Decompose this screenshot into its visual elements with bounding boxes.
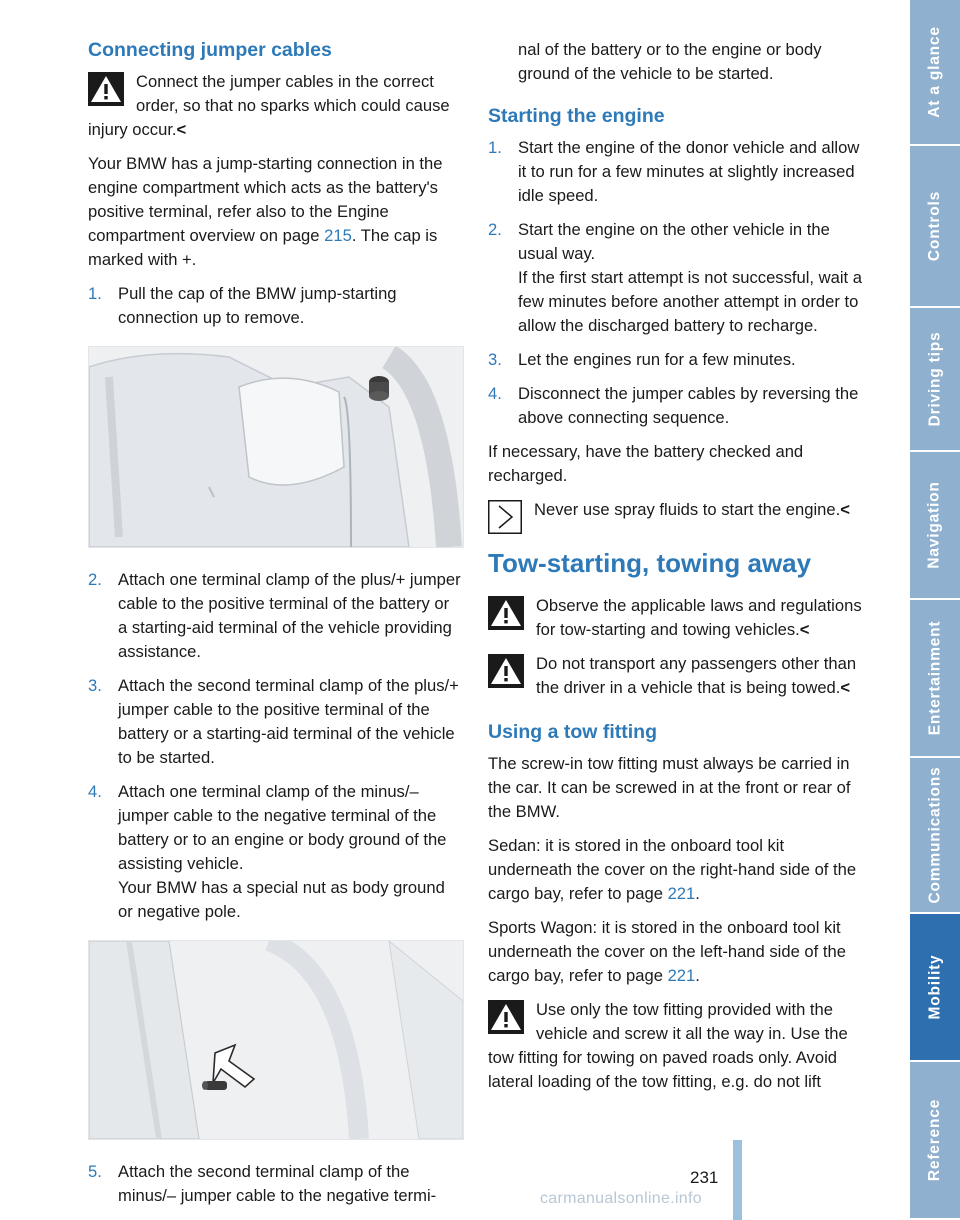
heading-tow-starting: Tow-starting, towing away: [488, 548, 812, 578]
heading-using-a-tow-fitting: Using a tow fitting: [488, 721, 657, 743]
paragraph-jump-connection: Your BMW has a jump-starting connection in the engine compartment which acts as the battery's positive terminal, refer also to the Engine compartment overview on page 215. The cap is marked with +.: [88, 154, 443, 269]
page-number-bar: [733, 1140, 742, 1220]
warning-triangle-icon: [488, 654, 524, 688]
sidebar-tab-communications[interactable]: [910, 758, 960, 914]
warning-block-fitting: [488, 998, 862, 1094]
warning-block-tow-1: Observe the applicable laws and regulations for tow-starting and towing vehicles.<: [488, 594, 862, 642]
step-text: Start the engine on the other vehicle in the usual way.: [518, 220, 830, 263]
page-number: 231: [690, 1168, 719, 1187]
warning-block-tow-2: Do not transport any passengers other than the driver in a vehicle that is being towed.<: [488, 652, 862, 700]
warning-text: Observe the applicable laws and regulations for tow-starting and towing vehicles.: [536, 596, 862, 639]
step-number: 1.: [488, 138, 502, 157]
chapter-sidebar: [910, 0, 960, 1220]
step-number: 5.: [88, 1162, 102, 1181]
step-number: 4.: [488, 384, 502, 403]
paragraph-battery-check: If necessary, have the battery checked and recharged.: [488, 442, 804, 485]
sidebar-tab-navigation[interactable]: [910, 452, 960, 600]
step-number: 1.: [88, 284, 102, 303]
engine-compartment-illustration: [89, 347, 463, 547]
sidebar-tab-at-a-glance[interactable]: [910, 0, 960, 146]
warning-triangle-icon: [488, 1000, 524, 1034]
sidebar-tab-reference[interactable]: [910, 1062, 960, 1220]
sidebar-tab-mobility[interactable]: [910, 914, 960, 1062]
page-link-221[interactable]: 221: [667, 884, 696, 903]
right-column: [488, 38, 862, 1104]
step-item: [88, 282, 462, 330]
step-extra-text: Your BMW has a special nut as body ground or negative pole.: [118, 878, 445, 921]
step-item: [488, 218, 862, 338]
step-text: Attach the second terminal clamp of the minus/– jumper cable to the negative termi-: [118, 1162, 437, 1205]
heading-connecting-jumper-cables: Connecting jumper cables: [88, 39, 332, 61]
sidebar-tab-label: Communications: [926, 766, 943, 904]
paragraph-sedan: Sedan: it is stored in the onboard tool kit underneath the cover on the right-hand side of the cargo bay, refer to page 221.: [488, 836, 857, 903]
sidebar-tab-driving-tips[interactable]: [910, 308, 960, 452]
end-mark: <: [176, 120, 187, 139]
step-text: Attach one terminal clamp of the minus/– jumper cable to the negative terminal of the battery or to an engine or body ground of the assisting vehicle.: [118, 782, 447, 873]
step-text: Disconnect the jumper cables by reversing the above connecting sequence.: [518, 384, 859, 427]
page-link-215[interactable]: 215: [324, 226, 352, 245]
step-text: Attach the second terminal clamp of the plus/+ jumper cable to the positive terminal of the battery or a starting-aid terminal of the vehicle to be started.: [118, 676, 459, 767]
warning-block: [88, 70, 462, 142]
paragraph-sports-wagon: Sports Wagon: it is stored in the onboard tool kit underneath the cover on the left-hand side of the cargo bay, refer to page 221.: [488, 918, 846, 985]
step-5: [88, 1160, 462, 1208]
sidebar-tab-label: Driving tips: [926, 331, 944, 427]
step-number: 4.: [88, 782, 102, 801]
sidebar-tab-label: Reference: [926, 1098, 944, 1182]
step-text: Attach one terminal clamp of the plus/+ jumper cable to the positive terminal of the battery or a starting-aid terminal of the vehicle providing assistance.: [118, 570, 461, 661]
watermark-text: carmanualsonline.info: [540, 1190, 702, 1207]
figure-jump-connection: [88, 346, 464, 548]
note-arrow-icon: [488, 500, 522, 534]
figure-body-ground: [88, 940, 464, 1140]
step-number: 2.: [488, 220, 502, 239]
page-link-221[interactable]: 221: [667, 966, 696, 985]
step-item: [88, 780, 462, 924]
step-item: [488, 382, 862, 430]
body-ground-illustration: [89, 941, 463, 1139]
step-extra-text: If the first start attempt is not successful, wait a few minutes before another attempt in order to allow the discharged battery to recharge.: [518, 268, 862, 335]
step-text: Pull the cap of the BMW jump-starting connection up to remove.: [118, 284, 397, 327]
warning-triangle-icon: [488, 596, 524, 630]
step-number: 3.: [488, 350, 502, 369]
warning-text: Do not transport any passengers other than the driver in a vehicle that is being towed.: [536, 654, 857, 697]
step-5-continuation: nal of the battery or to the engine or body ground of the vehicle to be started.: [518, 40, 822, 83]
step-item: [88, 674, 462, 770]
sidebar-tab-controls[interactable]: [910, 146, 960, 308]
warning-triangle-icon: [88, 72, 124, 106]
step-text: Let the engines run for a few minutes.: [518, 350, 796, 369]
warning-text: Use only the tow fitting provided with the vehicle and screw it all the way in. Use the tow fitting for towing on paved roads only. Avoid lateral loading of the tow fitting, e.g. do not lift: [488, 1000, 848, 1091]
sidebar-tab-label: Mobility: [926, 954, 944, 1020]
step-item: [488, 136, 862, 208]
step-item: [88, 568, 462, 664]
heading-starting-the-engine: Starting the engine: [488, 105, 665, 127]
step-number: 3.: [88, 676, 102, 695]
sidebar-tab-label: Navigation: [926, 481, 944, 569]
step-text: Start the engine of the donor vehicle and allow it to run for a few minutes at slightly increased idle speed.: [518, 138, 860, 205]
warning-text: Connect the jumper cables in the correct order, so that no sparks which could cause injury occur.: [88, 72, 450, 139]
sidebar-tab-entertainment[interactable]: [910, 600, 960, 758]
note-block: Never use spray fluids to start the engine.<: [488, 498, 862, 522]
step-list-starting: [488, 136, 862, 430]
step-number: 2.: [88, 570, 102, 589]
note-text: Never use spray fluids to start the engine.: [534, 500, 841, 519]
sidebar-tab-label: At a glance: [926, 26, 943, 118]
left-column: [88, 38, 462, 1218]
sidebar-tab-label: Controls: [926, 190, 943, 262]
step-list-b: [88, 568, 462, 924]
step-item: [488, 348, 862, 372]
sidebar-tab-label: Entertainment: [926, 620, 944, 736]
paragraph-tow-fitting: The screw-in tow fitting must always be carried in the car. It can be screwed in at the front or rear of the BMW.: [488, 754, 851, 821]
step-list-a: [88, 282, 462, 330]
